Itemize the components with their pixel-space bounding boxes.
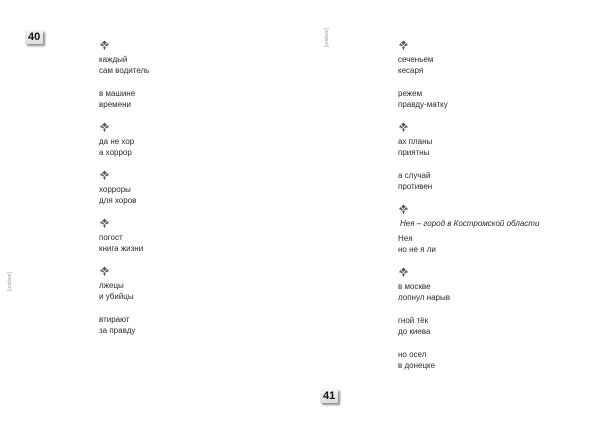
verse-line: режем [398, 89, 423, 98]
ornament-icon [398, 204, 409, 215]
verse-line: а хоррор [99, 148, 132, 157]
stanza [99, 88, 279, 110]
verse-line: гной тёк [398, 316, 429, 325]
verse-line: хорроры [99, 185, 131, 194]
left-poem-column [99, 40, 279, 348]
stanza [398, 88, 578, 110]
ornament-icon [398, 122, 409, 133]
verse-line: но осел [398, 350, 427, 359]
stanza [99, 280, 279, 302]
right-page-number: 41 [320, 389, 338, 403]
stanza [99, 136, 279, 158]
ornament-icon [99, 218, 110, 229]
left-running-text: [unclear] [7, 272, 13, 292]
stanza [99, 54, 279, 76]
poem [99, 122, 279, 158]
poem [99, 218, 279, 254]
verse-line: каждый [99, 55, 128, 64]
stanza [398, 349, 578, 371]
verse-line: для хоров [99, 196, 137, 205]
ornament-icon [99, 122, 110, 133]
ornament-icon [398, 267, 409, 278]
verse-line: но не я ли [398, 245, 436, 254]
stanza [99, 314, 279, 336]
verse-line: а случай [398, 171, 431, 180]
ornament-icon [398, 40, 409, 51]
verse-line: и убийцы [99, 292, 134, 301]
poem [398, 267, 578, 371]
verse-line: в машине [99, 89, 136, 98]
stanza [398, 170, 578, 192]
footnote-row [398, 218, 578, 229]
stanza [398, 233, 578, 255]
verse-line: лопнул нарыв [398, 293, 450, 302]
stanza [99, 232, 279, 254]
verse-line: в донецке [398, 361, 436, 370]
poem [99, 266, 279, 336]
right-running-text: [unclear] [324, 28, 330, 48]
verse-line: сеченьем [398, 55, 434, 64]
left-page-number: 40 [25, 30, 43, 44]
right-poem-column [398, 40, 578, 383]
verse-line: кесаря [398, 66, 424, 75]
poem [398, 204, 578, 255]
verse-line: противен [398, 182, 433, 191]
verse-line: за правду [99, 326, 136, 335]
ornament-icon [99, 170, 110, 181]
verse-line: в москве [398, 282, 431, 291]
verse-line: погост [99, 233, 123, 242]
ornament-icon [99, 40, 110, 51]
ornament-icon [99, 266, 110, 277]
verse-line: времени [99, 100, 131, 109]
poem [398, 122, 578, 192]
verse-line: Нея [398, 234, 413, 243]
stanza [398, 315, 578, 337]
poem [99, 40, 279, 110]
verse-line: лжецы [99, 281, 124, 290]
stanza [398, 136, 578, 158]
footnote: Нея – город в Костромской области [400, 219, 540, 228]
verse-line: приятны [398, 148, 430, 157]
stanza [99, 184, 279, 206]
verse-line: сам водитель [99, 66, 150, 75]
verse-line: да не хор [99, 137, 135, 146]
verse-line: правду-матку [398, 100, 448, 109]
right-page [300, 0, 600, 425]
poem [99, 170, 279, 206]
poem [398, 40, 578, 110]
verse-line: ах планы [398, 137, 433, 146]
stanza [398, 54, 578, 76]
verse-line: до киева [398, 327, 431, 336]
stanza [398, 281, 578, 303]
verse-line: книга жизни [99, 244, 144, 253]
verse-line: втирают [99, 315, 130, 324]
